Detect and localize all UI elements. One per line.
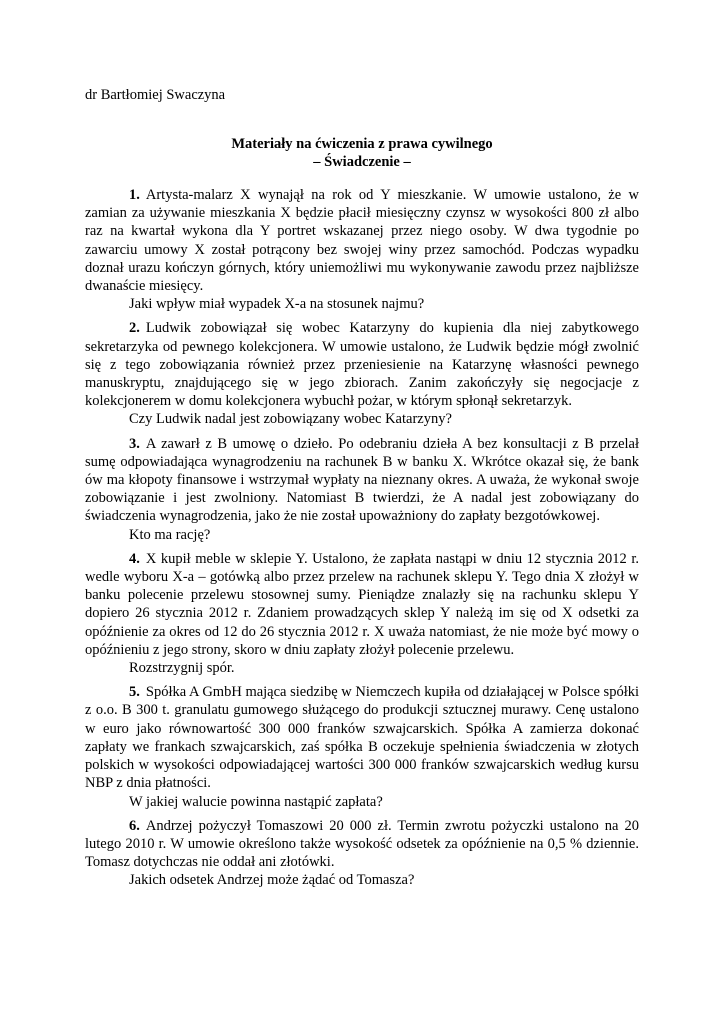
- exercise-text: Andrzej pożyczył Tomaszowi 20 000 zł. Termin zwrotu pożyczki ustalono na 20 lutego 2010 r. W umowie określono także wysokość odsetek za opóźnienie na 0,5 % dziennie. Tomasz dotychczas nie oddał ani złotówki.: [85, 817, 639, 871]
- exercise-body: [85, 319, 639, 410]
- exercise-list: [85, 186, 639, 896]
- exercise-5: [85, 683, 639, 810]
- exercise-text: X kupił meble w sklepie Y. Ustalono, że zapłata nastąpi w dniu 12 stycznia 2012 r. wedle wyboru X-a – gotówką albo przez przelew na rachunek sklepu Y. Tego dnia X złożył w banku polecenie przelewu stosownej sumy. Pieniądze znalazły się na rachunku sklepu Y dopiero 26 stycznia 2012 r. Zdaniem prowadzących sklep Y należą im się od X odsetki za opóźnienie za okres od 12 do 26 stycznia 2012 r. X uważa natomiast, że nie może być mowy o opóźnieniu z jego strony, skoro w dniu zapłaty złożył polecenie przelewu.: [85, 550, 639, 658]
- exercise-4: [85, 550, 639, 677]
- exercise-text: Artysta-malarz X wynajął na rok od Y mieszkanie. W umowie ustalono, że w zamian za używanie mieszkania X będzie płacił miesięczny czynsz w wysokości 800 zł albo raz na kwartał wykona dla Y portret wskazanej przez niego osoby. W dwa tygodnie po zawarciu umowy X został potrącony bez swojej winy przez samochód. Podczas wypadku doznał urazu kończyn górnych, który uniemożliwi mu wykonywanie zawodu przez najbliższe dwanaście miesięcy.: [85, 187, 639, 295]
- exercise-number: 3.: [129, 435, 140, 452]
- exercise-number: 2.: [129, 320, 140, 337]
- exercise-6: [85, 817, 639, 890]
- exercise-question: Kto ma rację?: [129, 526, 211, 543]
- exercise-number: 6.: [129, 817, 140, 834]
- author-name: dr Bartłomiej Swaczyna: [85, 87, 226, 103]
- exercise-1: [85, 186, 639, 313]
- exercise-question: W jakiej walucie powinna nastąpić zapłata?: [129, 793, 383, 810]
- exercise-2: [85, 319, 639, 428]
- exercise-question: Czy Ludwik nadal jest zobowiązany wobec Katarzyny?: [129, 411, 452, 428]
- exercise-question: Jakich odsetek Andrzej może żądać od Tomasza?: [129, 872, 415, 889]
- exercise-number: 4.: [129, 550, 140, 567]
- document-title: [85, 136, 639, 171]
- exercise-body: [85, 550, 639, 659]
- exercise-question: Rozstrzygnij spór.: [129, 660, 235, 677]
- exercise-text: Ludwik zobowiązał się wobec Katarzyny do kupienia dla niej zabytkowego sekretarzyka od pewnego kolekcjonera. W umowie ustalono, że Ludwik będzie mógł zwolnić się z tego zobowiązania również przez przeniesienie na Katarzynę własności pewnego manuskryptu, znajdującego się w jego zbiorach. Zanim zakończyły się negocjacje z kolekcjonerem w domu kolekcjonera wybuchł pożar, w którym spłonął sekretarzyk.: [85, 320, 639, 410]
- exercise-body: [85, 683, 639, 792]
- title-line-1: Materiały na ćwiczenia z prawa cywilnego: [231, 136, 493, 152]
- exercise-body: [85, 435, 639, 526]
- exercise-text: A zawarł z B umowę o dzieło. Po odebraniu dzieła A bez konsultacji z B przelał sumę odpowiadająca wynagrodzeniu na rachunek B w banku X. Wkrótce okazał się, że bank ów ma kłopoty finansowe i wstrzymał wypłaty na nieznany okres. A uważa, że wykonał swoje zobowiązanie i jest zwolniony. Natomiast B twierdzi, że A nadal jest zobowiązany do świadczenia wynagrodzenia, jako że nie został upoważniony do zapłaty bezgotówkowej.: [85, 435, 639, 525]
- exercise-number: 5.: [129, 684, 140, 701]
- exercise-3: [85, 435, 639, 544]
- exercise-number: 1.: [129, 187, 140, 203]
- exercise-body: [85, 817, 639, 872]
- exercise-question: Jaki wpływ miał wypadek X-a na stosunek najmu?: [129, 296, 425, 313]
- title-line-2: – Świadczenie –: [313, 153, 411, 170]
- exercise-body: [85, 186, 639, 295]
- exercise-text: Spółka A GmbH mająca siedzibę w Niemczech kupiła od działającej w Polsce spółki z o.o. B 300 t. granulatu gumowego służącego do produkcji sztucznej murawy. Cenę ustalono w euro jako równowartość 300 000 franków szwajcarskich. Spółka A zamierza dokonać zapłaty we frankach szwajcarskich, zaś spółka B oczekuje spełnienia świadczenia w złotych polskich w wysokości odpowiadającej wartości 300 000 franków szwajcarskich według kursu NBP z dnia płatności.: [85, 684, 639, 792]
